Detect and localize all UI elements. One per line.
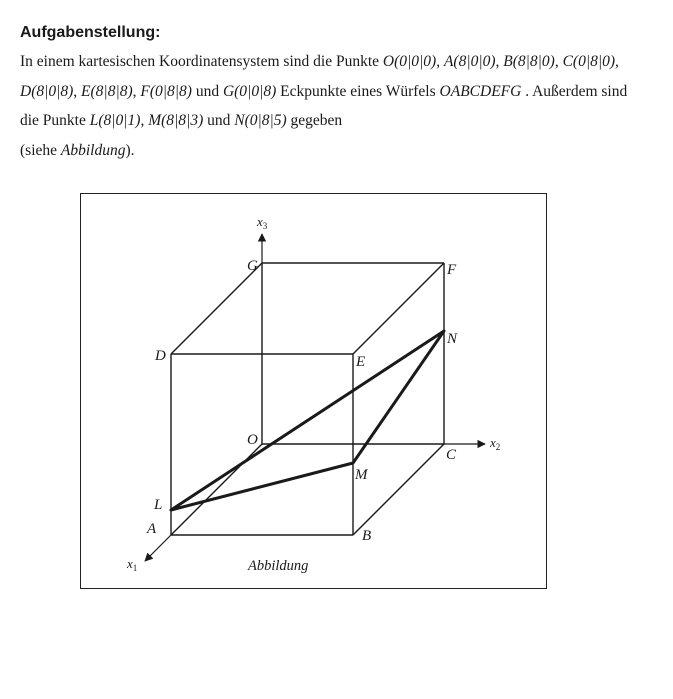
point-o: O(0|0|0) — [382, 53, 437, 70]
point-f: F(0|8|8) — [140, 82, 192, 100]
label-m: M — [355, 467, 368, 483]
edge-cb — [353, 444, 444, 535]
text-siehe-open: (siehe — [20, 141, 61, 159]
point-g: G(0|0|8) — [222, 82, 277, 100]
label-c: C — [446, 447, 457, 463]
label-l: L — [154, 497, 163, 513]
axis-x1-line — [145, 535, 171, 561]
label-f: F — [447, 262, 457, 278]
text-siehe-close: ). — [125, 141, 135, 159]
triangle-lmn — [171, 331, 444, 510]
edge-gd — [171, 263, 262, 354]
label-e: E — [356, 354, 366, 370]
point-n: N(0|8|5) — [234, 112, 287, 129]
point-l: L(8|0|1) — [89, 112, 141, 129]
text-ausserdem: . Außerdem sind die Punkte — [20, 82, 628, 129]
text-und-1: und — [191, 82, 223, 100]
text-intro: In einem kartesischen Koordinatensystem sind die Punkte — [20, 53, 383, 70]
text-eckpunkte: Eckpunkte eines Würfels — [276, 82, 436, 100]
label-a: A — [147, 521, 157, 537]
point-b: B(8|8|0) — [503, 53, 555, 70]
axis-x1-label: $x_1$ — [127, 556, 138, 573]
axis-x3-label: $x_3$ — [257, 214, 268, 231]
point-c: C(0|8|0) — [562, 53, 616, 70]
point-a: A(8|0|0) — [443, 53, 496, 70]
point-e: E(8|8|8) — [81, 82, 133, 100]
label-o: O — [247, 432, 258, 448]
task-text: In einem kartesischen Koordinatensystem sind die Punkte O(0|0|0), A(8|0|0), B(8|8|0), C(0|8|0), D(8|0|8), E(8|8|8), F(0|8|8) und G(0|0|8) Eckpunkte eines Würfels OABCDEFG . Außerdem sind die Punkte L(8|0|1), M(8|8|3) und N(0|8|5) gegeben (siehe Abbildung). — [20, 53, 628, 159]
text-abbildung-ref: Abbildung — [60, 141, 126, 159]
text-und-2: und — [203, 112, 235, 129]
task-heading: Aufgabenstellung: — [20, 24, 161, 41]
label-g: G — [247, 258, 258, 274]
cube-name: OABCDEFG — [439, 82, 522, 100]
figure-caption: Abbildung — [248, 558, 309, 574]
axis-x2-label: $x_2$ — [490, 435, 501, 452]
label-n: N — [447, 331, 458, 347]
label-b: B — [362, 528, 372, 544]
point-m: M(8|8|3) — [148, 112, 204, 129]
point-d: D(8|0|8) — [20, 82, 74, 100]
label-d: D — [155, 348, 166, 364]
text-gegeben: gegeben — [286, 112, 343, 129]
